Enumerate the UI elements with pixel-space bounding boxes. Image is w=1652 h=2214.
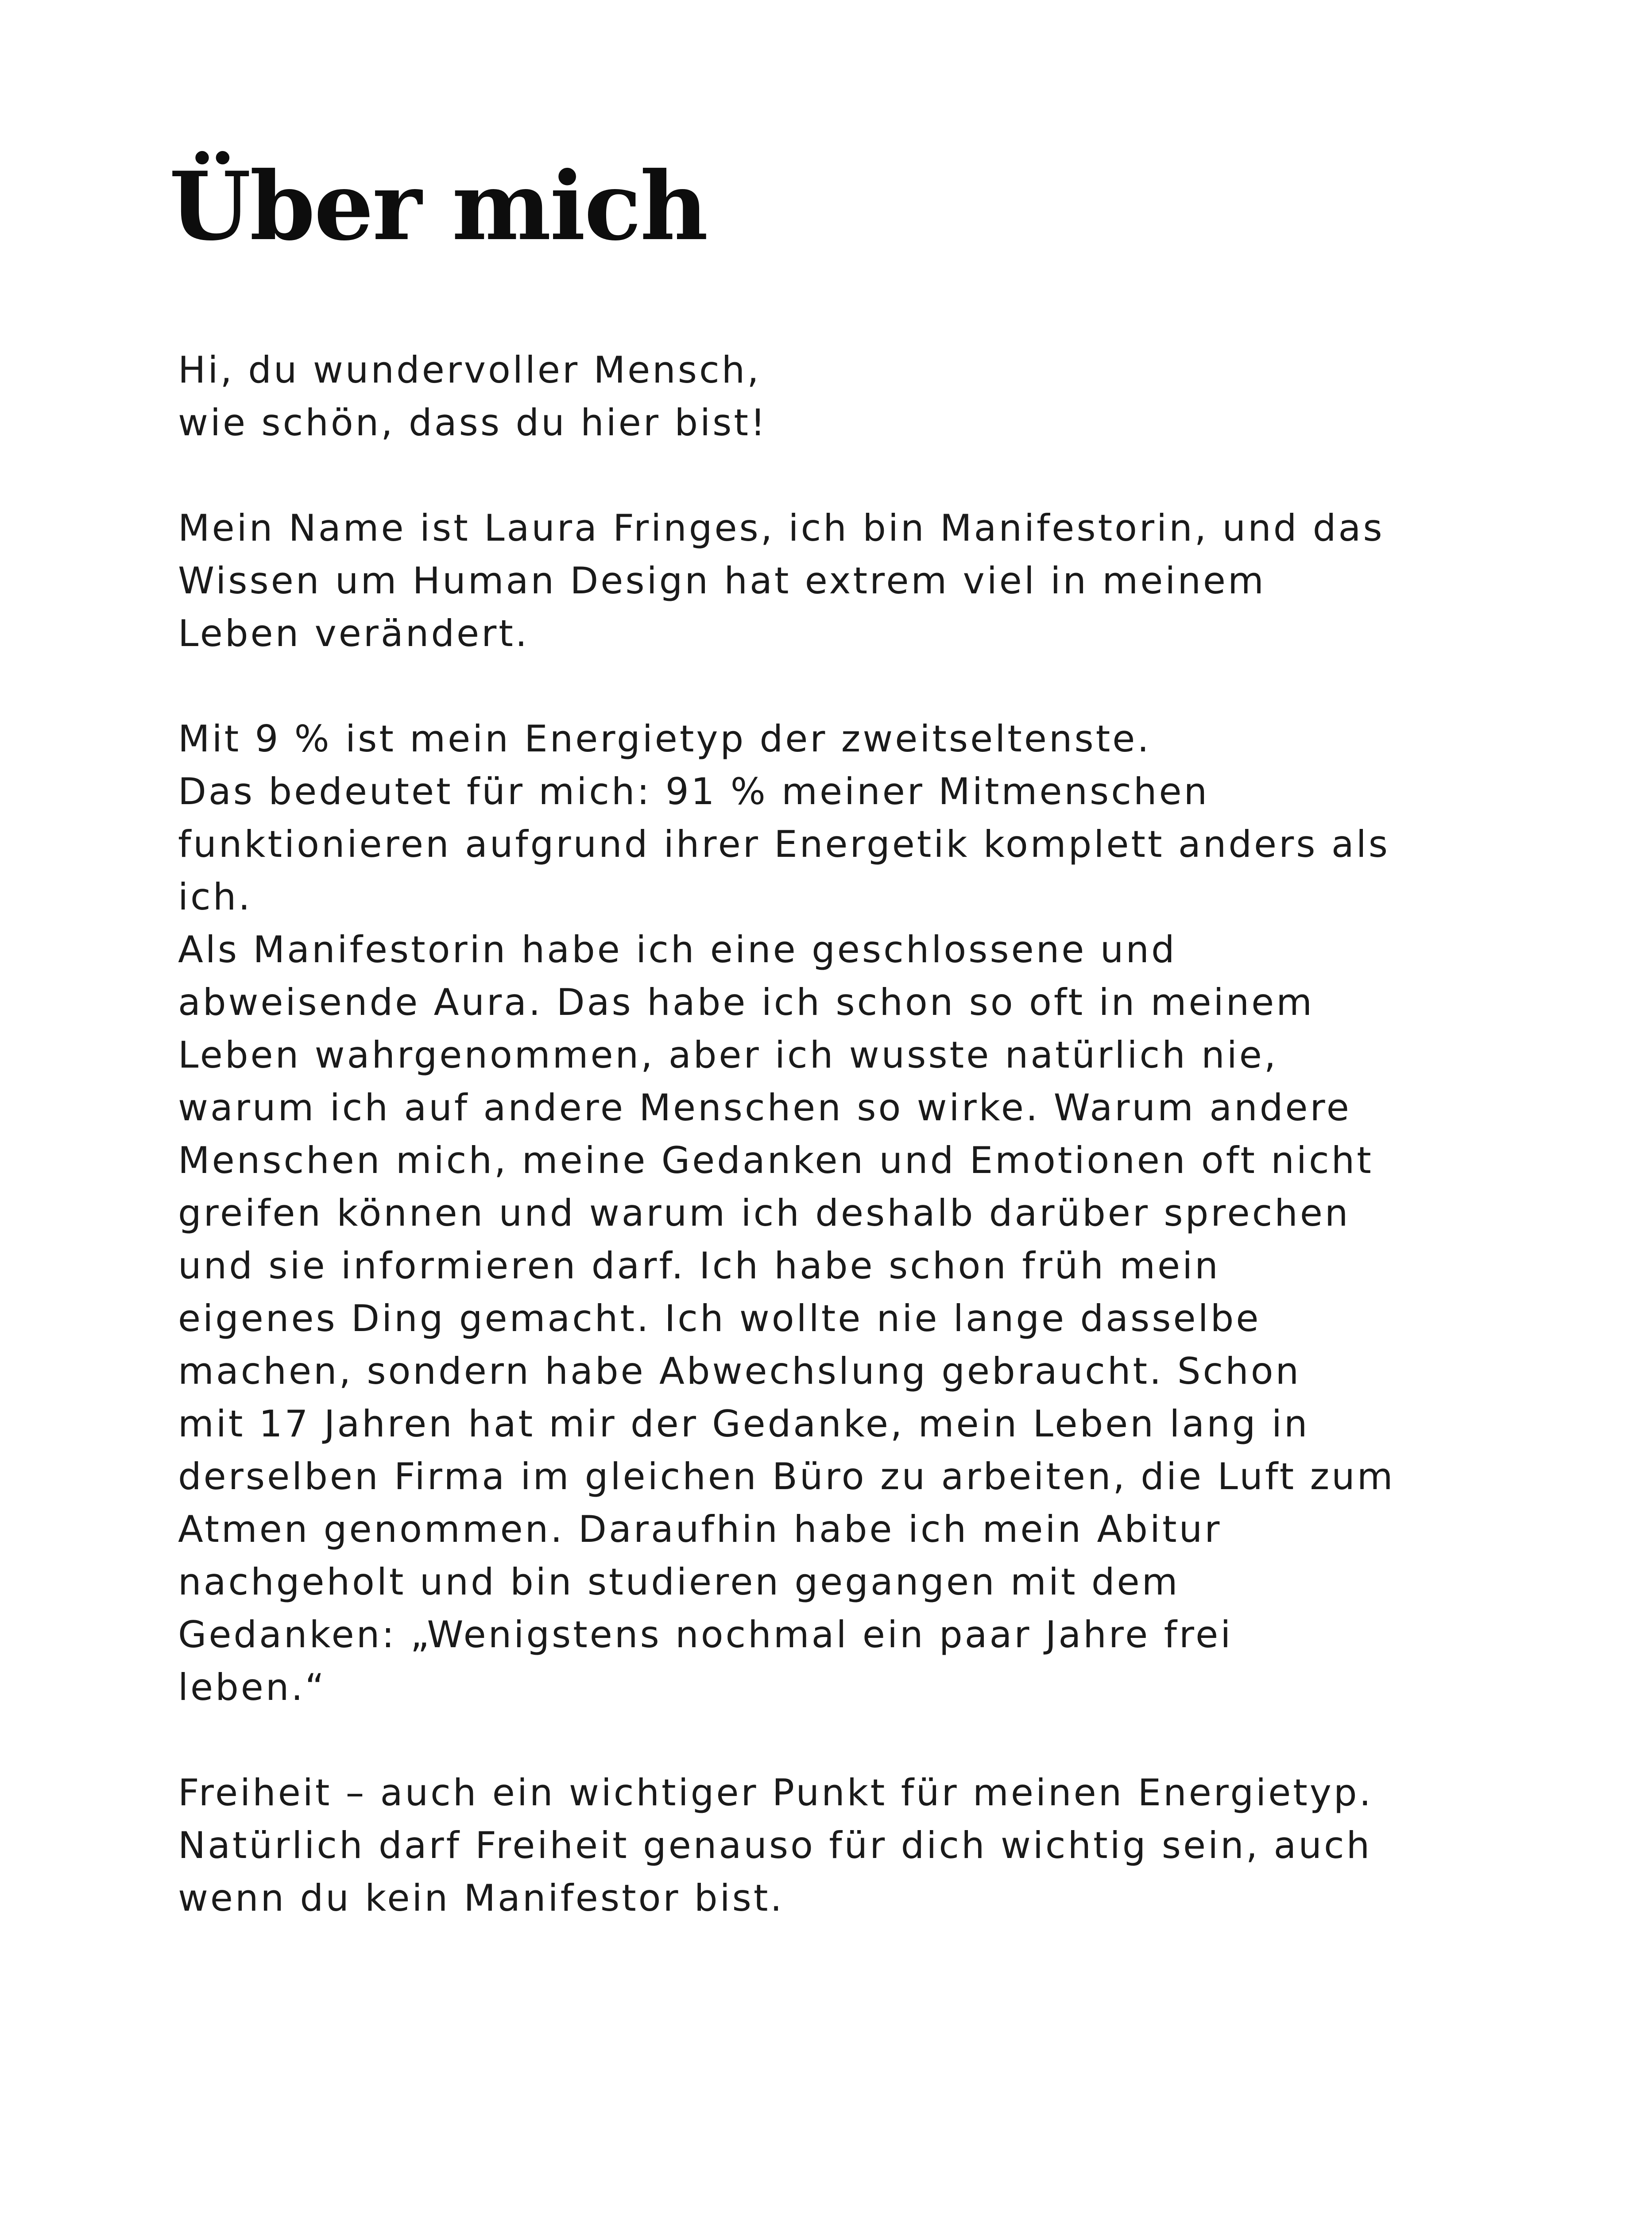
text-line: machen, sondern habe Abwechslung gebraucht. Schon <box>178 1350 1301 1393</box>
paragraph-introduction <box>178 502 1506 660</box>
text-line: Leben verändert. <box>178 612 530 655</box>
text-line: Als Manifestorin habe ich eine geschlossene und <box>178 928 1177 971</box>
text-line: und sie informieren darf. Ich habe schon früh mein <box>178 1244 1220 1287</box>
text-line: Wissen um Human Design hat extrem viel in meinem <box>178 559 1266 602</box>
text-line: Mit 9 % ist mein Energietyp der zweitseltenste. <box>178 717 1151 760</box>
text-line: derselben Firma im gleichen Büro zu arbeiten, die Luft zum <box>178 1455 1395 1498</box>
text-line: Natürlich darf Freiheit genauso für dich wichtig sein, auch <box>178 1824 1372 1867</box>
paragraph-freedom <box>178 1766 1506 1924</box>
paragraph-greeting <box>178 344 1506 449</box>
text-line: funktionieren aufgrund ihrer Energetik komplett anders als <box>178 823 1390 866</box>
text-line: Leben wahrgenommen, aber ich wusste natürlich nie, <box>178 1033 1278 1076</box>
text-line: Mein Name ist Laura Fringes, ich bin Manifestorin, und das <box>178 507 1385 550</box>
text-line: wenn du kein Manifestor bist. <box>178 1877 784 1920</box>
text-line: eigenes Ding gemacht. Ich wollte nie lange dasselbe <box>178 1297 1261 1340</box>
text-line: warum ich auf andere Menschen so wirke. Warum andere <box>178 1086 1351 1129</box>
page-title: Über mich <box>169 151 707 261</box>
text-line: greifen können und warum ich deshalb darüber sprechen <box>178 1192 1350 1235</box>
text-line: Atmen genommen. Daraufhin habe ich mein Abitur <box>178 1508 1222 1551</box>
text-line: Hi, du wundervoller Mensch, <box>178 348 761 391</box>
text-line: nachgeholt und bin studieren gegangen mit dem <box>178 1560 1180 1603</box>
text-line: Freiheit – auch ein wichtiger Punkt für meinen Energietyp. <box>178 1771 1373 1814</box>
text-line: wie schön, dass du hier bist! <box>178 401 768 444</box>
text-line: abweisende Aura. Das habe ich schon so oft in meinem <box>178 981 1315 1024</box>
text-line: ich. <box>178 875 252 918</box>
text-line: Menschen mich, meine Gedanken und Emotionen oft nicht <box>178 1139 1373 1182</box>
paragraph-energy-type <box>178 712 1506 1714</box>
text-line: mit 17 Jahren hat mir der Gedanke, mein Leben lang in <box>178 1402 1310 1445</box>
body-text <box>178 344 1506 1924</box>
text-line: leben.“ <box>178 1666 326 1709</box>
text-line: Das bedeutet für mich: 91 % meiner Mitmenschen <box>178 770 1210 813</box>
text-line: Gedanken: „Wenigstens nochmal ein paar Jahre frei <box>178 1613 1233 1656</box>
